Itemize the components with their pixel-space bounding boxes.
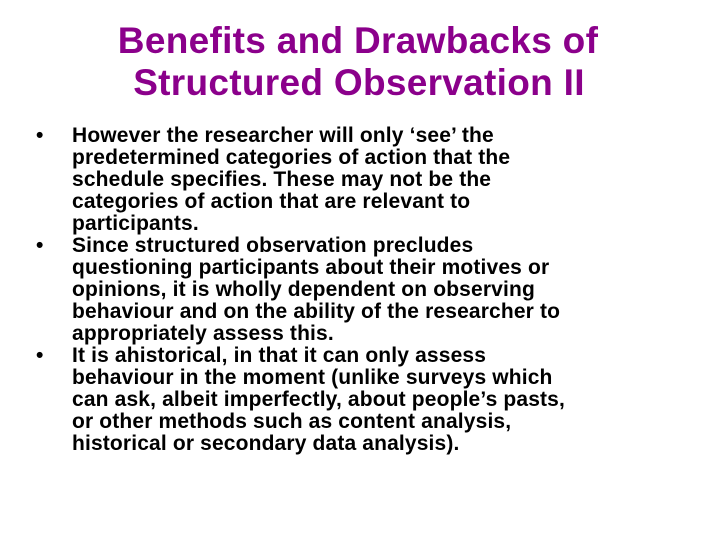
bullet-text-2: Since structured observation precludes questioning participants about their motives or opinions, it is wholly dependent on observing behaviour and on the ability of the researcher to appropriately assess this. <box>72 234 561 345</box>
slide-title-line-1: Benefits and Drawbacks of <box>117 20 599 61</box>
bullet-list <box>36 125 716 455</box>
bullet-text-3: It is ahistorical, in that it can only assess behaviour in the moment (unlike surveys which can ask, albeit imperfectly, about people’s pasts, or other methods such as content analysis, historical or secondary data analysis). <box>72 344 565 455</box>
bullet-text-1: However the researcher will only ‘see’ the predetermined categories of action that the schedule specifies. These may not be the categories of action that are relevant to participants. <box>72 124 511 235</box>
bullet-marker: • <box>36 234 44 257</box>
bullet-marker: • <box>36 344 44 367</box>
bullet-item-2 <box>36 235 716 345</box>
slide-title <box>0 20 720 104</box>
slide-title-line-2: Structured Observation II <box>133 62 585 103</box>
bullet-item-3 <box>36 345 716 455</box>
bullet-item-1 <box>36 125 716 235</box>
bullet-marker: • <box>36 124 44 147</box>
